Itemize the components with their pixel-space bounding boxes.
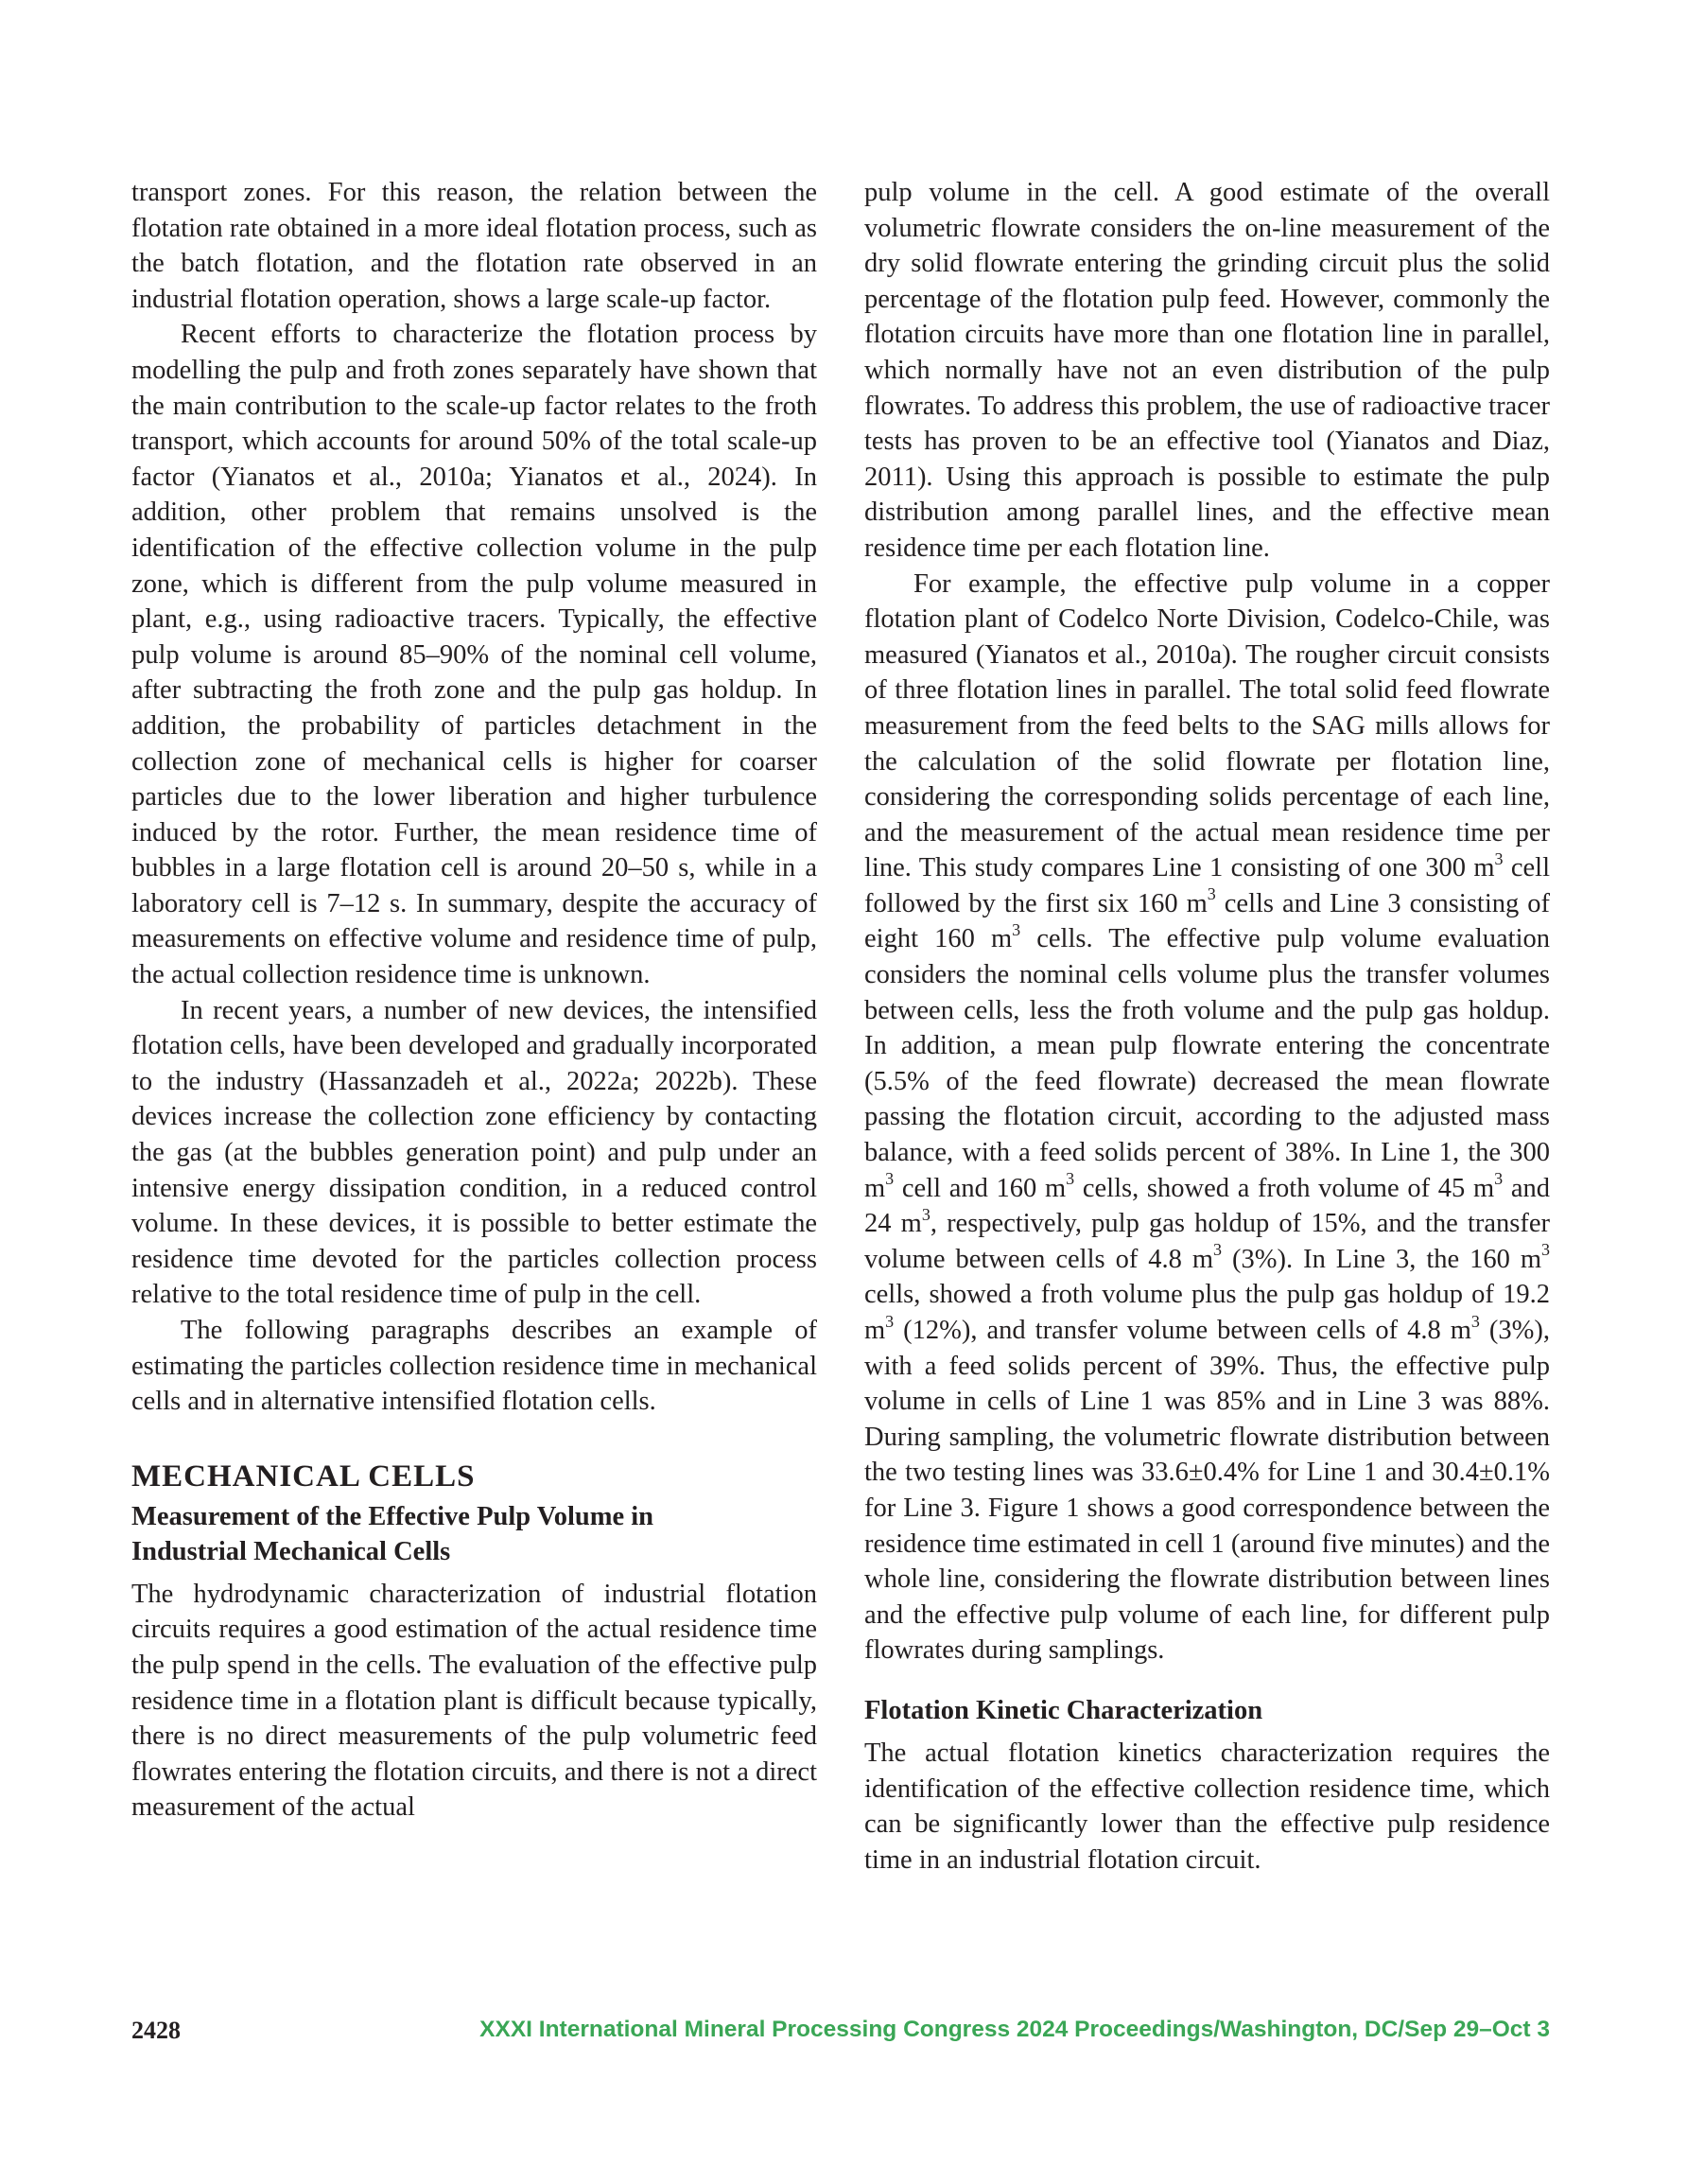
paragraph: transport zones. For this reason, the relation between the flotation rate obtained in a more ideal flotation process, such as the batch flotation, and the flotation rate observed in an industrial flotation operation, shows a large scale-up factor.: [131, 178, 817, 314]
text-run: cells, showed a froth volume plus the pulp gas holdup of 19.2 m: [864, 1280, 1550, 1345]
superscript: 3: [1494, 848, 1504, 868]
paragraph: In recent years, a number of new devices, the intensified flotation cells, have been developed and gradually incorporated to the industry (Hassanzadeh et al., 2022a; 2022b). These devices increase the collection zone efficiency by contacting the gas (at the bubbles generation point) and pulp under an intensive energy dissipation condition, in a reduced control volume. In these devices, it is possible to better estimate the residence time devoted for the particles collection process relative to the total residence time of pulp in the cell.: [131, 995, 817, 1310]
subsection-heading: [131, 1499, 817, 1569]
paragraph: The following paragraphs describes an example of estimating the particles collection residence time in mechanical cells and in alternative intensified flotation cells.: [131, 1316, 817, 1417]
section-heading: MECHANICAL CELLS: [131, 1459, 476, 1494]
paragraph-example: [864, 567, 1550, 1669]
superscript: 3: [885, 1311, 895, 1331]
page-number: 2428: [131, 2017, 181, 2044]
subsection-heading-line: Measurement of the Effective Pulp Volume in: [131, 1501, 653, 1531]
superscript: 3: [1012, 919, 1021, 939]
superscript: 3: [1470, 1311, 1480, 1331]
text-run: (3%). In Line 3, the 160 m: [1222, 1244, 1541, 1274]
text-run: cell and 160 m: [894, 1173, 1067, 1203]
paragraph: pulp volume in the cell. A good estimate of the overall volumetric flowrate considers the on-line measurement of the dry solid flowrate entering the grinding circuit plus the solid percentage of the flotation pulp feed. However, commonly the flotation circuits have more than one flotation line in parallel, which normally have not an even distribution of the pulp flowrates. To address this problem, the use of radioactive tracer tests has proven to be an effective tool (Yianatos and Diaz, 2011). Using this approach is possible to estimate the pulp distribution among parallel lines, and the effective mean residence time per each flotation line.: [864, 178, 1550, 563]
text-run: , respectively, pulp gas holdup of 15%, and the transfer volume between cells of 4.8 m: [864, 1209, 1550, 1274]
subsection-heading-line: Industrial Mechanical Cells: [131, 1536, 451, 1566]
text-run: (12%), and transfer volume between cells of 4.8 m: [894, 1316, 1471, 1345]
subsection-heading: Flotation Kinetic Characterization: [864, 1695, 1263, 1725]
superscript: 3: [885, 1169, 895, 1189]
text-run: cells. The effective pulp volume evaluation considers the nominal cells volume plus the transfer volumes between cells, less the froth volume and the pulp gas holdup. In addition, a mean pulp flowrate entering the concentrate (5.5% of the feed flowrate) decreased the mean flowrate passing the flotation circuit, according to the adjusted mass balance, with a feed solids percent of 38%. In Line 1, the 300 m: [864, 924, 1550, 1203]
text-run: (3%), with a feed solids percent of 39%. Thus, the effective pulp volume in cells of Line 1 was 85% and in Line 3 was 88%. During sampling, the volumetric flowrate distribution between the two testing lines was 33.6±0.4% for Line 1 and 30.4±0.1% for Line 3. Figure 1 shows a good correspondence between the residence time estimated in cell 1 (around five minutes) and the whole line, considering the flowrate distribution between lines and the effective pulp volume of each line, for different pulp flowrates during samplings.: [864, 1316, 1550, 1666]
superscript: 3: [1066, 1169, 1075, 1189]
text-run: cells and Line 3 consisting of eight 160 m: [864, 888, 1550, 954]
text-run: cell followed by the first six 160 m: [864, 853, 1550, 918]
superscript: 3: [1213, 1240, 1223, 1260]
text-run: cells, showed a froth volume of 45 m: [1074, 1173, 1495, 1203]
superscript: 3: [921, 1204, 930, 1224]
paragraph: The actual flotation kinetics characterization requires the identification of the effective collection residence time, which can be significantly lower than the effective pulp residence time in an industrial flotation circuit.: [864, 1738, 1550, 1875]
superscript: 3: [1207, 884, 1216, 904]
superscript: 3: [1494, 1169, 1504, 1189]
paragraph: Recent efforts to characterize the flotation process by modelling the pulp and froth zones separately have shown that the main contribution to the scale-up factor relates to the froth transport, which accounts for around 50% of the total scale-up factor (Yianatos et al., 2010a; Yianatos et al., 2024). In addition, other problem that remains unsolved is the identification of the effective collection volume in the pulp zone, which is different from the pulp volume measured in plant, e.g., using radioactive tracers. Typically, the effective pulp volume is around 85–90% of the nominal cell volume, after subtracting the froth zone and the pulp gas holdup. In addition, the probability of particles detachment in the collection zone of mechanical cells is higher for coarser particles due to the lower liberation and higher turbulence induced by the rotor. Further, the mean residence time of bubbles in a large flotation cell is around 20–50 s, while in a laboratory cell is 7–12 s. In summary, despite the accuracy of measurements on effective volume and residence time of pulp, the actual collection residence time is unknown.: [131, 320, 817, 990]
paragraph: The hydrodynamic characterization of industrial flotation circuits requires a good estimation of the actual residence time the pulp spend in the cells. The evaluation of the effective pulp residence time in a flotation plant is difficult because typically, there is no direct measurements of the pulp volumetric feed flowrates entering the flotation circuits, and there is not a direct measurement of the actual: [131, 1579, 817, 1823]
left-column: [131, 175, 817, 1826]
page-footer: [131, 2017, 1550, 2054]
right-column: [864, 175, 1550, 1878]
running-footer-text: XXXI International Mineral Processing Congress 2024 Proceedings/Washington, DC/Sep 29–Oct 3: [479, 2017, 1550, 2042]
text-run: For example, the effective pulp volume in a copper flotation plant of Codelco Norte Division, Codelco-Chile, was measured (Yianatos et al., 2010a). The rougher circuit consists of three flotation lines in parallel. The total solid feed flowrate measurement from the feed belts to the SAG mills allows for the calculation of the solid flowrate per flotation line, considering the corresponding solids percentage of each line, and the measurement of the actual mean residence time per line. This study compares Line 1 consisting of one 300 m: [864, 568, 1550, 883]
superscript: 3: [1541, 1240, 1550, 1260]
text-run: and 24 m: [864, 1173, 1550, 1239]
